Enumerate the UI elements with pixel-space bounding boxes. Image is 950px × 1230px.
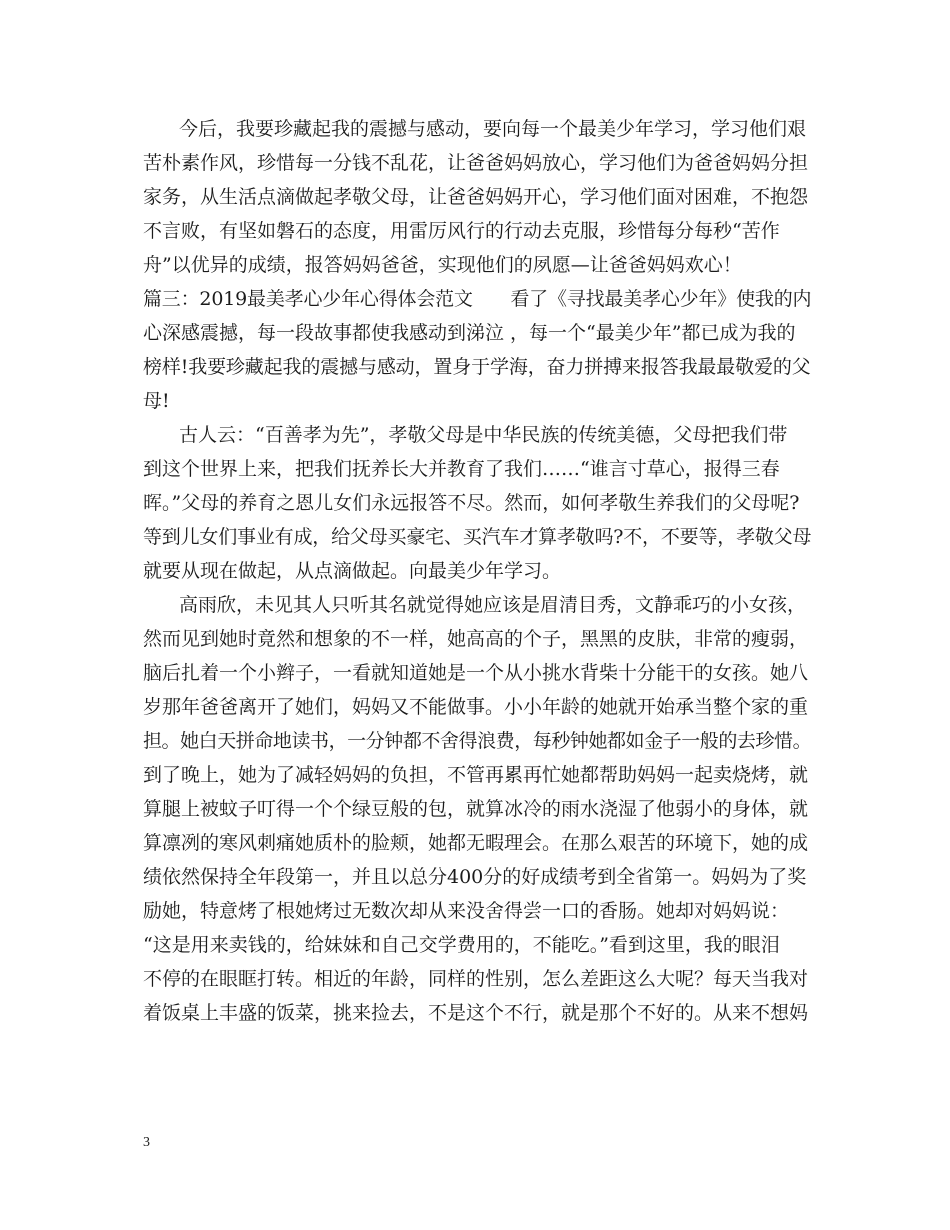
- text-line: 不言败，有坚如磐石的态度，用雷厉风行的行动去克服，珍惜每分每秒“苦作: [143, 220, 780, 242]
- text-line: 担。她白天拼命地读书，一分钟都不舍得浪费，每秒钟她都如金子一般的去珍惜。: [143, 730, 812, 752]
- section-heading-line: 篇三：2019最美孝心少年心得体会范文 看了《寻找最美孝心少年》使我的内: [143, 288, 812, 310]
- text-line: 不停的在眼眶打转。相近的年龄，同样的性别，怎么差距这么大呢？每天当我对: [143, 968, 809, 990]
- text-line: 励她，特意烤了根她烤过无数次却从来没舍得尝一口的香肠。她却对妈妈说：: [143, 900, 790, 922]
- document-body: [143, 112, 811, 1030]
- page-number: 3: [143, 1135, 150, 1150]
- text-line: 算凛冽的寒风刺痛她质朴的脸颊，她都无暇理会。在那么艰苦的环境下，她的成: [143, 832, 809, 854]
- text-line: 算腿上被蚊子叮得一个个绿豆般的包，就算冰冷的雨水浇湿了他弱小的身体，就: [143, 798, 809, 820]
- text-line: 着饭桌上丰盛的饭菜，挑来捡去，不是这个不行，就是那个不好的。从来不想妈: [143, 1002, 809, 1024]
- text-line: 然而见到她时竟然和想象的不一样，她高高的个子，黑黑的皮肤，非常的瘦弱，: [143, 628, 809, 650]
- text-line: 岁那年爸爸离开了她们，妈妈又不能做事。小小年龄的她就开始承当整个家的重: [143, 696, 809, 718]
- text-line: 脑后扎着一个小辫子，一看就知道她是一个从小挑水背柴十分能干的女孩。她八: [143, 662, 809, 684]
- text-line: 今后，我要珍藏起我的震撼与感动，要向每一个最美少年学习，学习他们艰: [179, 118, 807, 140]
- text-line: 等到儿女们事业有成，给父母买豪宅、买汽车才算孝敬吗?不，不要等，孝敬父母: [143, 526, 812, 548]
- text-line: 到这个世界上来，把我们抚养长大并教育了我们……“谁言寸草心，报得三春: [143, 458, 780, 480]
- text-line: 高雨欣，未见其人只听其名就觉得她应该是眉清目秀，文静乖巧的小女孩，: [179, 594, 807, 616]
- text-line: 就要从现在做起，从点滴做起。向最美少年学习。: [143, 560, 562, 582]
- text-line: 绩依然保持全年段第一，并且以总分400分的好成绩考到全省第一。妈妈为了奖: [143, 866, 807, 888]
- text-line: 家务，从生活点滴做起孝敬父母，让爸爸妈妈开心，学习他们面对困难，不抱怨: [143, 186, 809, 208]
- text-line: 苦朴素作风，珍惜每一分钱不乱花，让爸爸妈妈放心，学习他们为爸爸妈妈分担: [143, 152, 809, 174]
- text-line: “这是用来卖钱的，给妹妹和自己交学费用的，不能吃。”看到这里，我的眼泪: [143, 934, 780, 956]
- text-line: 古人云：“百善孝为先”，孝敬父母是中华民族的传统美德，父母把我们带: [179, 424, 788, 446]
- text-line: 母!: [143, 390, 170, 412]
- text-line: 心深感震撼，每一段故事都使我感动到涕泣 ，每一个“最美少年”都已成为我的: [143, 322, 796, 344]
- text-line: 舟”以优异的成绩，报答妈妈爸爸，实现他们的夙愿—让爸爸妈妈欢心！: [143, 254, 742, 276]
- text-line: 晖。”父母的养育之恩儿女们永远报答不尽。然而，如何孝敬生养我们的父母呢?: [143, 492, 800, 514]
- text-line: 榜样!我要珍藏起我的震撼与感动，置身于学海，奋力拼搏来报答我最最敬爱的父: [143, 356, 811, 378]
- text-line: 到了晚上，她为了减轻妈妈的负担，不管再累再忙她都帮助妈妈一起卖烧烤，就: [143, 764, 809, 786]
